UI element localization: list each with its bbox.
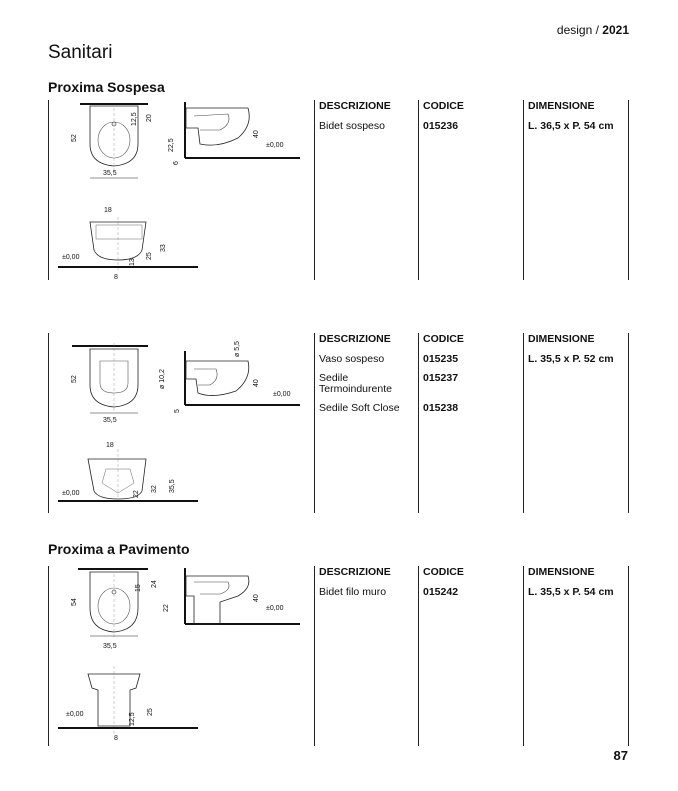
divider [314,100,315,280]
column-header: CODICE [423,566,464,578]
divider [628,100,629,280]
dim-label: 18 [104,207,112,214]
technical-drawing-bidet-sospeso [48,100,310,280]
dim-label: 20 [146,114,153,122]
header-year: 2021 [602,23,629,37]
dim-label: 5 [174,409,181,413]
divider [523,100,524,280]
column-descrizione [319,333,411,422]
dim-label: 35,5 [103,170,117,177]
dim-label: 40 [253,379,260,387]
technical-drawing-vaso-sospeso [48,333,310,513]
desc-cell: Bidet filo muro [319,586,387,598]
column-header: DESCRIZIONE [319,100,391,112]
dim-label: 54 [71,598,78,606]
divider [418,100,419,280]
column-codice [423,100,518,140]
code-cell: 015238 [423,402,459,414]
dim-label: 52 [71,134,78,142]
page-header [557,23,629,37]
dim-label: 8 [114,735,118,742]
dim-label: 25 [147,708,154,716]
dim-label: 18 [106,442,114,449]
dim-label: 40 [253,130,260,138]
desc-cell: Bidet sospeso [319,120,385,132]
divider [523,566,524,746]
dim-label: 35,5 [103,643,117,650]
dim-cell: L. 35,5 x P. 54 cm [528,586,614,598]
code-cell: 015236 [423,120,459,132]
dim-label: 35,5 [169,479,176,493]
column-header: CODICE [423,333,464,345]
dim-label: 15 [135,584,142,592]
dim-label: 33 [160,244,167,252]
desc-cell: Vaso sospeso [319,353,385,365]
column-dimensione [528,566,626,606]
column-header: DIMENSIONE [528,566,595,578]
dim-label: ±0,00 [266,605,284,612]
header-design-label: design / [556,23,599,37]
technical-drawing-bidet-filo-muro [48,566,310,746]
dim-label: ±0,00 [62,254,80,261]
dim-label: 12,5 [131,112,138,126]
code-cell: 015235 [423,353,459,365]
divider [628,333,629,513]
desc-cell: Sedile Soft Close [319,402,400,414]
dim-label: 52 [71,375,78,383]
column-header: DESCRIZIONE [319,566,391,578]
section-title-sospesa: Proxima Sospesa [48,79,165,95]
column-descrizione [319,100,411,140]
code-cell: 015237 [423,372,459,384]
divider [628,566,629,746]
dim-label: 22,5 [168,138,175,152]
code-cell: 015242 [423,586,459,598]
dim-label: 22 [133,490,140,498]
column-header: CODICE [423,100,464,112]
dim-label: ±0,00 [266,142,284,149]
product-block-bidet-filo-muro [48,566,630,746]
column-dimensione [528,333,626,373]
dim-label: 24 [151,580,158,588]
dim-label: ±0,00 [273,391,291,398]
dim-cell: L. 36,5 x P. 54 cm [528,120,614,132]
column-header: DIMENSIONE [528,333,595,345]
column-header: DIMENSIONE [528,100,595,112]
dim-label: 35,5 [103,417,117,424]
dim-label: 25 [146,252,153,260]
page-number: 87 [613,748,628,763]
dim-cell: L. 35,5 x P. 52 cm [528,353,614,365]
divider [314,333,315,513]
divider [418,566,419,746]
column-codice [423,566,518,606]
section-title-pavimento: Proxima a Pavimento [48,541,190,557]
page-title: Sanitari [48,42,113,63]
dim-label: ±0,00 [62,490,80,497]
dim-label: 8 [114,274,118,280]
column-codice [423,333,518,422]
divider [314,566,315,746]
dim-label: 6 [173,161,180,165]
dim-label: 22 [163,604,170,612]
dim-label: 32 [151,485,158,493]
divider [418,333,419,513]
dim-label: ø 10,2 [159,369,166,389]
dim-label: 13 [129,258,136,266]
dim-label: ±0,00 [66,711,84,718]
column-dimensione [528,100,626,140]
column-header: DESCRIZIONE [319,333,391,345]
dim-label: 40 [253,594,260,602]
dim-label: ø 5,5 [234,341,241,357]
desc-cell: Sedile Termoindurente [319,372,392,395]
dim-label: 12,5 [129,712,136,726]
product-block-vaso-sospeso [48,333,630,513]
product-block-bidet-sospeso [48,100,630,280]
column-descrizione [319,566,411,606]
divider [523,333,524,513]
